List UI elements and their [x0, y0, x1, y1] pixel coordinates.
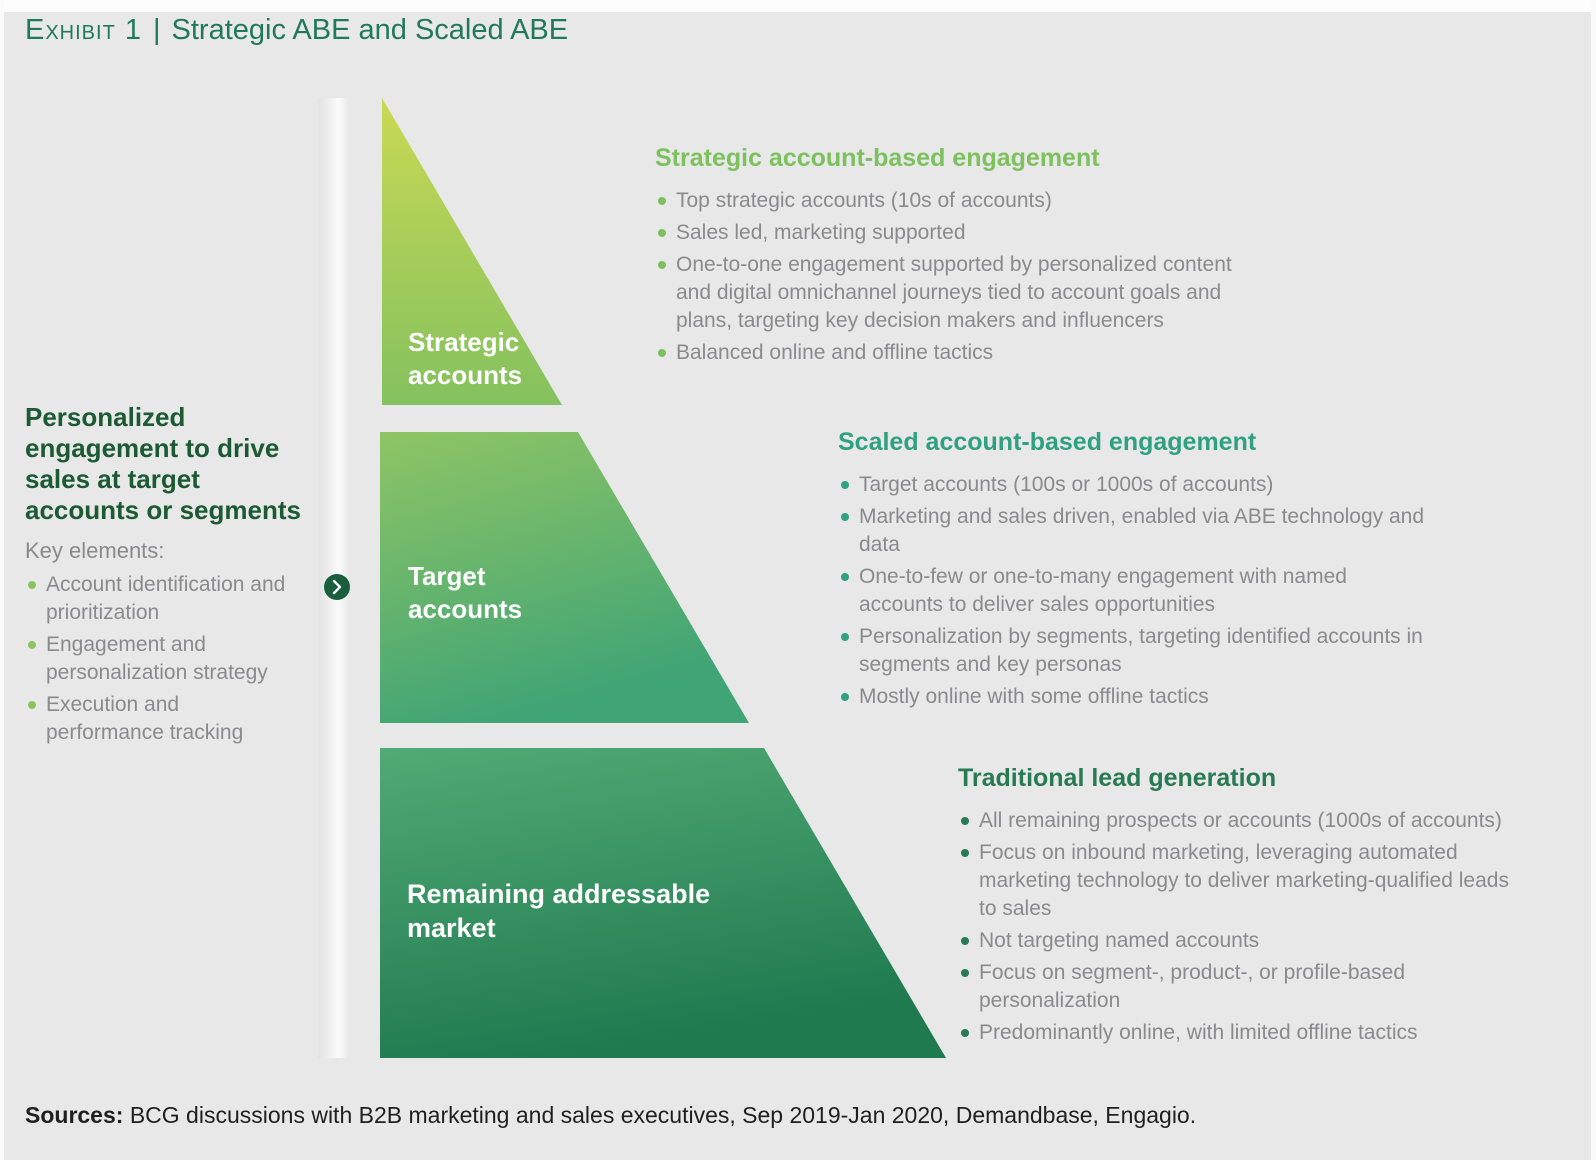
bullet-icon — [28, 641, 36, 649]
segment-label-strategic-accounts: Strategic accounts — [408, 327, 523, 390]
list-item — [958, 927, 1527, 955]
bullet-icon — [658, 197, 666, 205]
list-item — [25, 631, 325, 687]
list-item-text: Not targeting named accounts — [979, 929, 1260, 952]
list-item-text: Predominantly online, with limited offline tactics — [979, 1021, 1418, 1044]
list-item-text: Focus on segment-, product-, or profile-based personalization — [979, 961, 1406, 1012]
bullet-icon — [841, 693, 849, 701]
bullet-icon — [841, 633, 849, 641]
bullet-icon — [658, 349, 666, 357]
list-item — [958, 839, 1527, 923]
sources-label: Sources: — [25, 1102, 124, 1128]
list-item — [25, 571, 325, 627]
list-item-text: Mostly online with some offline tactics — [859, 685, 1209, 708]
bullet-icon — [658, 261, 666, 269]
section-heading: Traditional lead generation — [958, 764, 1277, 792]
list-item — [838, 471, 1425, 499]
exhibit-number: Exhibit 1 — [25, 14, 142, 46]
section-heading: Scaled account-based engagement — [838, 428, 1257, 456]
bullet-icon — [961, 1029, 969, 1037]
list-item — [838, 563, 1425, 619]
section-bullet-list — [838, 471, 1425, 711]
sources-note — [25, 1102, 1196, 1129]
list-item-text: Top strategic accounts (10s of accounts) — [676, 189, 1052, 212]
list-item — [958, 807, 1527, 835]
list-item-text: All remaining prospects or accounts (1000s of accounts) — [979, 809, 1502, 832]
segment-label-remaining-market: Remaining addressable market — [407, 879, 711, 943]
list-item — [958, 959, 1527, 1015]
section-bullet-list — [655, 187, 1268, 367]
list-item-text: Account identification and prioritization — [46, 573, 286, 624]
list-item-text: Focus on inbound marketing, leveraging automated marketing technology to deliver marketing-qualified leads to sales — [979, 841, 1509, 920]
segment-label-target-accounts: Target accounts — [408, 561, 523, 624]
title-text: Strategic ABE and Scaled ABE — [171, 14, 569, 46]
bullet-icon — [961, 849, 969, 857]
list-item — [655, 219, 1268, 247]
list-item-text: Target accounts (100s or 1000s of accounts) — [859, 473, 1274, 496]
bullet-icon — [961, 969, 969, 977]
left-intro-panel — [25, 402, 325, 751]
list-item-text: One-to-few or one-to-many engagement with named accounts to deliver sales opportunities — [859, 565, 1347, 616]
bullet-icon — [841, 481, 849, 489]
section-heading: Strategic account-based engagement — [655, 144, 1100, 172]
list-item-text: Execution and performance tracking — [46, 693, 244, 744]
list-item — [838, 503, 1425, 559]
sources-text: BCG discussions with B2B marketing and sales executives, Sep 2019-Jan 2020, Demandbase, Engagio. — [123, 1102, 1197, 1128]
list-item — [25, 691, 325, 747]
list-item — [838, 683, 1425, 711]
left-panel-heading: Personalized engagement to drive sales at target accounts or segments — [25, 402, 301, 525]
list-item-text: Marketing and sales driven, enabled via ABE technology and data — [859, 505, 1425, 556]
key-elements-label: Key elements: — [25, 538, 165, 563]
list-item — [655, 339, 1268, 367]
list-item — [655, 187, 1268, 215]
bullet-icon — [961, 817, 969, 825]
chevron-right-icon — [324, 574, 350, 600]
list-item — [655, 251, 1268, 335]
list-item-text: Personalization by segments, targeting identified accounts in segments and key personas — [859, 625, 1423, 676]
key-elements-list — [25, 571, 325, 747]
section-scaled-abe — [838, 428, 1425, 715]
title-separator: | — [152, 14, 161, 46]
list-item-text: Engagement and personalization strategy — [46, 633, 268, 684]
list-item — [838, 623, 1425, 679]
list-item-text: Balanced online and offline tactics — [676, 341, 994, 364]
section-traditional-lead-generation — [958, 764, 1527, 1051]
bullet-icon — [841, 573, 849, 581]
list-item — [958, 1019, 1527, 1047]
list-item-text: Sales led, marketing supported — [676, 221, 966, 244]
bullet-icon — [658, 229, 666, 237]
list-item-text: One-to-one engagement supported by personalized content and digital omnichannel journeys tied to account goals and plans, targeting key decision makers and influencers — [676, 253, 1232, 332]
bullet-icon — [28, 581, 36, 589]
section-strategic-abe — [655, 144, 1268, 371]
section-bullet-list — [958, 807, 1527, 1047]
bullet-icon — [841, 513, 849, 521]
bullet-icon — [28, 701, 36, 709]
bullet-icon — [961, 937, 969, 945]
